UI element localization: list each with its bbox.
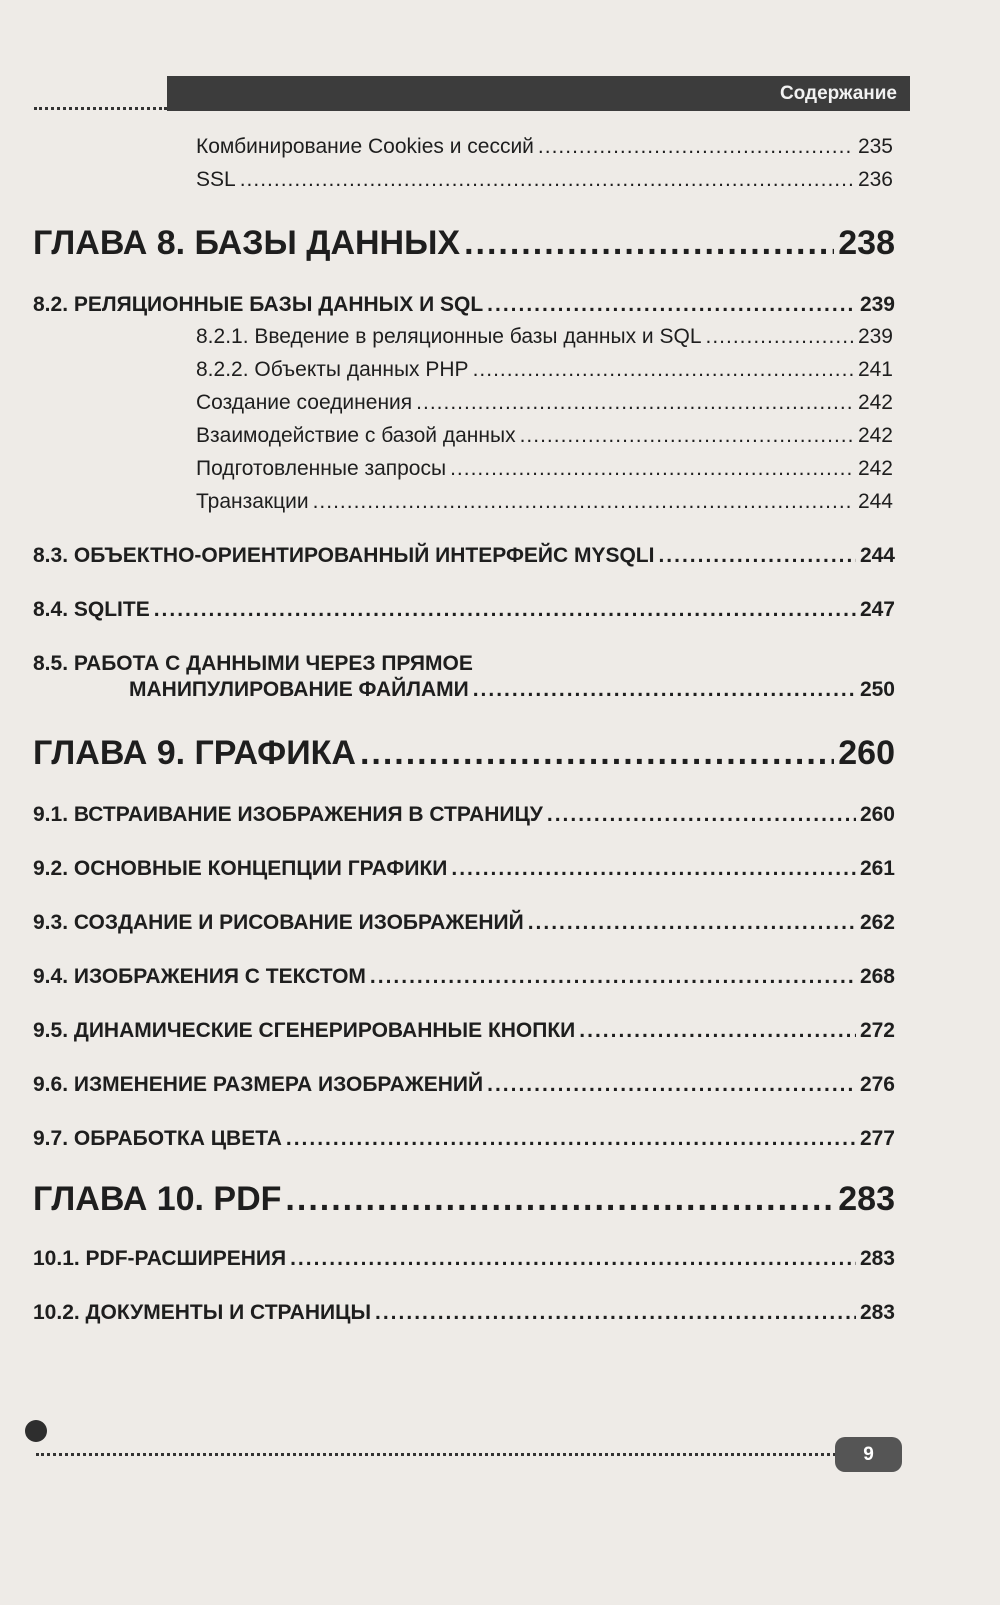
- header-dotted-rule: [34, 107, 167, 110]
- toc-section-8-5-line1[interactable]: 8.5. РАБОТА С ДАННЫМИ ЧЕРЕЗ ПРЯМОЕ: [33, 652, 473, 675]
- toc-entry-8-2-1[interactable]: 8.2.1. Введение в реляционные базы данных и SQL ..... 239: [196, 325, 893, 349]
- toc-section-9-2[interactable]: 9.2. ОСНОВНЫЕ КОНЦЕПЦИИ ГРАФИКИ ..... 261: [33, 857, 895, 881]
- toc-entry-transactions[interactable]: Транзакции ..... 244: [196, 490, 893, 514]
- toc-chapter-10[interactable]: ГЛАВА 10. PDF ..... 283: [33, 1180, 895, 1219]
- toc-section-8-4[interactable]: 8.4. SQLITE ..... 247: [33, 598, 895, 622]
- toc-section-8-5[interactable]: МАНИПУЛИРОВАНИЕ ФАЙЛАМИ ..... 250: [129, 678, 895, 702]
- toc-section-9-7[interactable]: 9.7. ОБРАБОТКА ЦВЕТА ..... 277: [33, 1127, 895, 1151]
- toc-entry-cookies-sessions[interactable]: Комбинирование Cookies и сессий ..... 235: [196, 135, 893, 159]
- toc-section-9-1[interactable]: 9.1. ВСТРАИВАНИЕ ИЗОБРАЖЕНИЯ В СТРАНИЦУ ..... 260: [33, 803, 895, 827]
- toc-section-9-6[interactable]: 9.6. ИЗМЕНЕНИЕ РАЗМЕРА ИЗОБРАЖЕНИЙ ..... 276: [33, 1073, 895, 1097]
- toc-section-9-4[interactable]: 9.4. ИЗОБРАЖЕНИЯ С ТЕКСТОМ ..... 268: [33, 965, 895, 989]
- toc-entry-db-interaction[interactable]: Взаимодействие с базой данных ..... 242: [196, 424, 893, 448]
- toc-section-8-2[interactable]: 8.2. РЕЛЯЦИОННЫЕ БАЗЫ ДАННЫХ И SQL ..... 239: [33, 293, 895, 317]
- toc-section-10-1[interactable]: 10.1. PDF-РАСШИРЕНИЯ ..... 283: [33, 1247, 895, 1271]
- toc-entry-8-2-2[interactable]: 8.2.2. Объекты данных PHP ..... 241: [196, 358, 893, 382]
- toc-entry-ssl[interactable]: SSL ..... 236: [196, 168, 893, 192]
- footer-dotted-rule: [36, 1453, 836, 1456]
- toc-chapter-9[interactable]: ГЛАВА 9. ГРАФИКА ..... 260: [33, 734, 895, 773]
- footer-bullet-icon: [25, 1420, 47, 1442]
- running-header: [167, 76, 910, 111]
- toc-entry-connection[interactable]: Создание соединения ..... 242: [196, 391, 893, 415]
- running-header-title: Содержание: [779, 82, 897, 104]
- toc-section-9-3[interactable]: 9.3. СОЗДАНИЕ И РИСОВАНИЕ ИЗОБРАЖЕНИЙ ..... 262: [33, 911, 895, 935]
- page-number: 9: [863, 1443, 874, 1465]
- toc-section-10-2[interactable]: 10.2. ДОКУМЕНТЫ И СТРАНИЦЫ ..... 283: [33, 1301, 895, 1325]
- toc-entry-prepared-queries[interactable]: Подготовленные запросы ..... 242: [196, 457, 893, 481]
- toc-chapter-8[interactable]: ГЛАВА 8. БАЗЫ ДАННЫХ ..... 238: [33, 224, 895, 263]
- toc-section-9-5[interactable]: 9.5. ДИНАМИЧЕСКИЕ СГЕНЕРИРОВАННЫЕ КНОПКИ ..... 272: [33, 1019, 895, 1043]
- toc-section-8-3[interactable]: 8.3. ОБЪЕКТНО-ОРИЕНТИРОВАННЫЙ ИНТЕРФЕЙС MYSQLI ..... 244: [33, 544, 895, 568]
- page-number-badge: [835, 1437, 902, 1472]
